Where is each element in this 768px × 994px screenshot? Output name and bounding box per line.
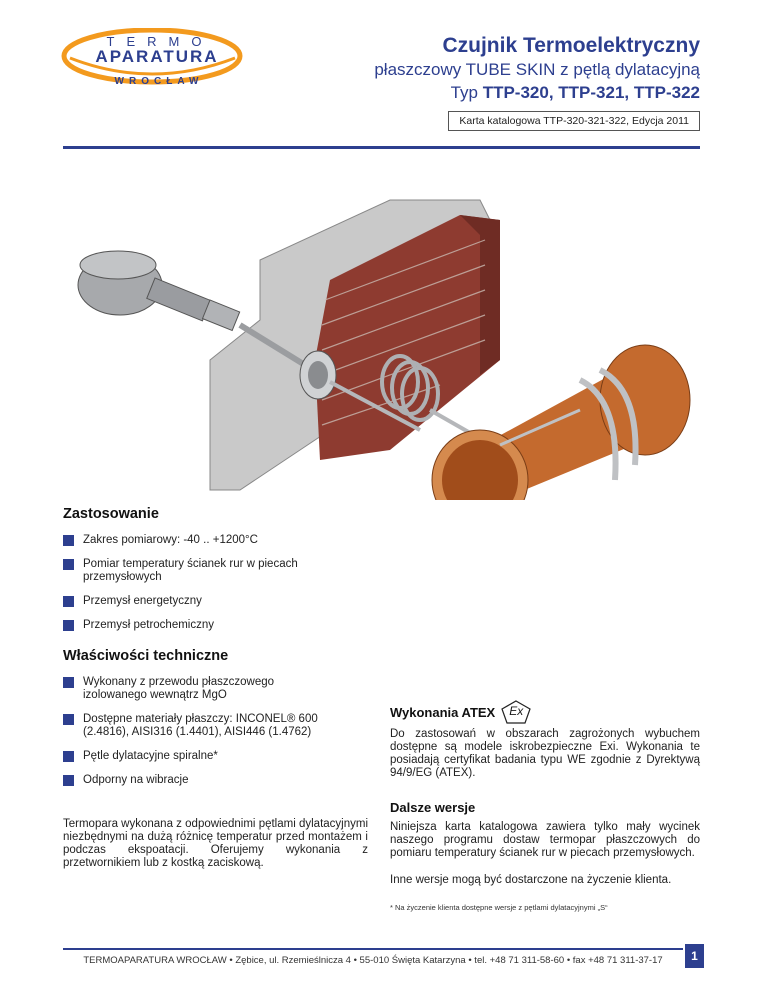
other-versions-text-2: Inne wersje mogą być dostarczone na życzenie klienta. [390, 874, 672, 886]
footnote: * Na życzenie klienta dostępne wersje z pętlami dylatacyjnymi „S“ [390, 903, 608, 912]
document-title: Czujnik Termoelektryczny [442, 34, 700, 57]
bullet-square-icon [63, 535, 74, 546]
other-versions-section [390, 800, 700, 912]
footer-divider [63, 948, 683, 950]
header-divider [63, 146, 700, 149]
catalog-edition-box: Karta katalogowa TTP-320-321-322, Edycja 2011 [448, 111, 700, 131]
list-item: Zakres pomiarowy: -40 .. +1200°C [63, 534, 363, 547]
bullet-square-icon [63, 714, 74, 725]
technical-heading: Właściwości techniczne [63, 648, 229, 664]
bullet-square-icon [63, 596, 74, 607]
atex-ex-icon [501, 700, 531, 724]
document-type-line [374, 81, 700, 104]
bullet-square-icon [63, 677, 74, 688]
page-number: 1 [685, 944, 704, 968]
application-list [63, 534, 363, 632]
atex-section [390, 700, 700, 780]
bullet-square-icon [63, 775, 74, 786]
list-item: Dostępne materiały płaszczy: INCONEL® 600 (2.4816), AISI316 (1.4401), AISI446 (1.4762) [63, 713, 333, 739]
technical-list [63, 676, 373, 787]
application-heading: Zastosowanie [63, 506, 159, 522]
other-versions-heading: Dalsze wersje [390, 800, 476, 815]
list-item: Pomiar temperatury ścianek rur w piecach przemysłowych [63, 558, 323, 584]
type-models: TTP-320, TTP-321, TTP-322 [482, 83, 700, 102]
bullet-square-icon [63, 620, 74, 631]
company-logo [60, 28, 250, 98]
technical-paragraph: Termopara wykonana z odpowiednimi pętlami dylatacyjnymi niezbędnymi na dużą różnicę temperatur przed montażem i podczas ekspoatacji. Oferujemy wykonania z przetwornikiem lub z kostką zaciskową. [63, 818, 368, 869]
bullet-square-icon [63, 559, 74, 570]
list-item: Przemysł energetyczny [63, 595, 363, 608]
list-item: Pętle dylatacyjne spiralne* [63, 750, 373, 763]
footer-address: TERMOAPARATURA WROCŁAW • Zębice, ul. Rzemieślnicza 4 • 55-010 Święta Katarzyna • tel. +48 71 311-58-60 • fax +48 71 311-37-17 [83, 955, 663, 966]
document-title-block [374, 34, 700, 104]
other-versions-text: Niniejsza karta katalogowa zawiera tylko mały wycinek naszego programu dostaw termopar płaszczowych do pomiaru temperatury ścianek rur w piecach przemysłowych. [390, 821, 700, 859]
product-illustration [60, 160, 710, 500]
logo-top-text: TERMO [106, 34, 214, 49]
atex-heading: Wykonania ATEX [390, 704, 496, 720]
atex-text: Do zastosowań w obszarach zagrożonych wybuchem dostępne są modele iskrobezpieczne Exi. Wykonania te posiadają certyfikat badania typu WE zgodnie z Dyrektywą 94/9/EG (ATEX). [390, 728, 700, 779]
atex-header [390, 700, 700, 724]
list-item: Odporny na wibracje [63, 774, 373, 787]
list-item: Przemysł petrochemiczny [63, 619, 363, 632]
atex-symbol-text: Ex [509, 704, 524, 718]
bullet-square-icon [63, 751, 74, 762]
logo-main-text: APARATURA [95, 47, 219, 66]
technical-section [63, 648, 373, 787]
logo-city-text: WROCŁAW [114, 76, 204, 87]
list-item: Wykonany z przewodu płaszczowego izolowanego wewnątrz MgO [63, 676, 303, 702]
document-subtitle: płaszczowy TUBE SKIN z pętlą dylatacyjną [374, 60, 700, 79]
application-section [63, 506, 363, 632]
type-prefix: Typ [450, 83, 478, 102]
sensor-installation-drawing [60, 160, 710, 500]
